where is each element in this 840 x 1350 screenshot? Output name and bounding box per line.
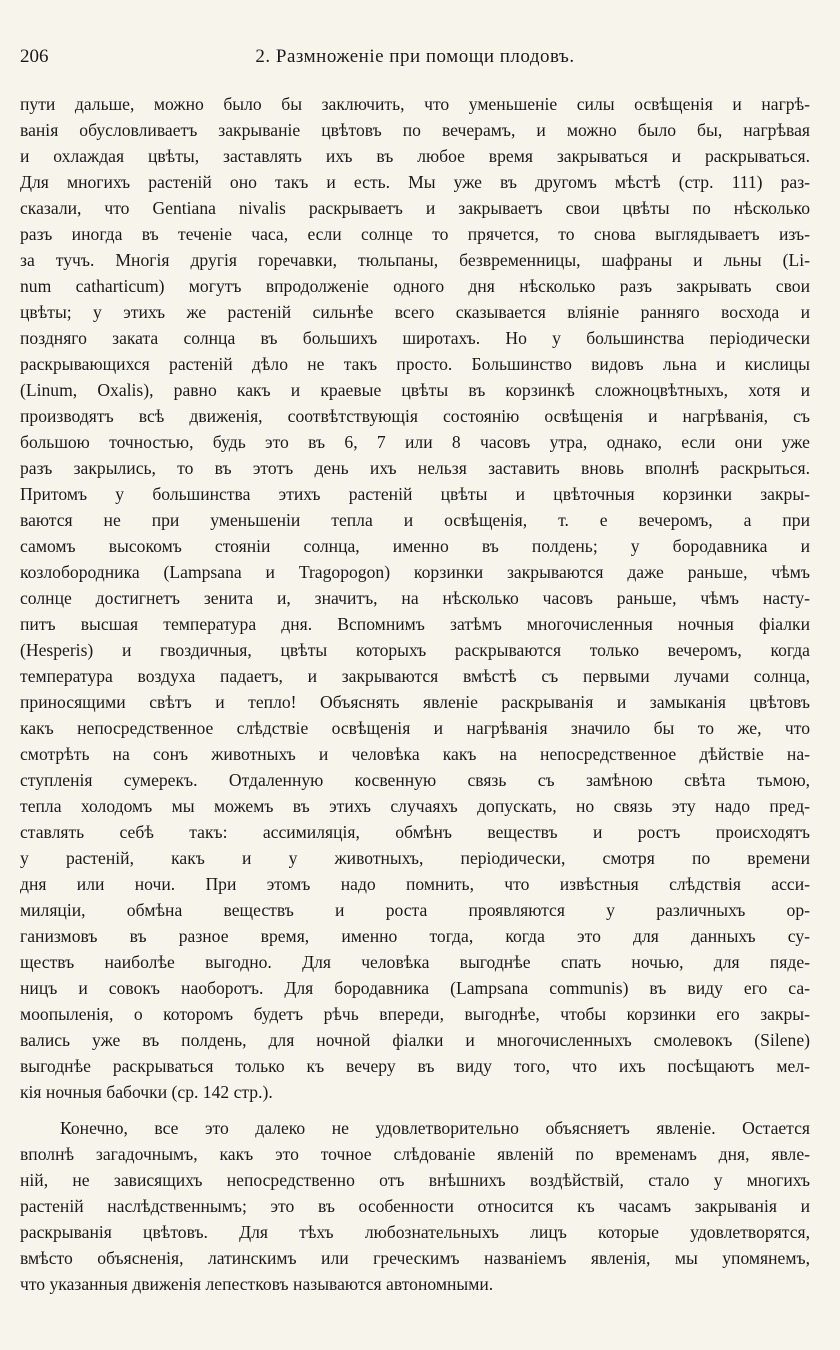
text-line: что указанныя движенія лепестковъ называются автономными. [20,1274,494,1294]
text-line: поздняго заката солнца въ большихъ широтахъ. Но у большинства періодически [20,328,810,348]
text-line: моопыленія, о которомъ будетъ рѣчь впереди, выгоднѣе, чтобы корзинки его закры- [20,1004,810,1024]
text-line: Для многихъ растеній оно такъ и есть. Мы уже въ другомъ мѣстѣ (стр. 111) раз- [20,172,810,192]
text-line: выгоднѣе раскрываться только къ вечеру въ виду того, что ихъ посѣщаютъ мел- [20,1056,810,1076]
page-header [20,46,810,74]
text-line: ганизмовъ въ разное время, именно тогда, когда это для данныхъ су- [20,926,810,946]
text-line: у растеній, какъ и у животныхъ, періодически, смотря по времени [20,848,810,868]
text-line: самомъ высокомъ стояніи солнца, именно въ полдень; у бородавника и [20,536,810,556]
text-line: приносящими свѣтъ и тепло! Объяснять явленіе раскрыванія и замыканія цвѣтовъ [20,692,810,712]
text-line: ступленія сумерекъ. Отдаленную косвенную связь съ замѣною свѣта тьмою, [20,770,810,790]
text-line: солнце достигнетъ зенита и, значитъ, на нѣсколько часовъ раньше, чѣмъ насту- [20,588,810,608]
text-line: температура воздуха падаетъ, и закрываются вмѣстѣ съ первыми лучами солнца, [20,666,810,686]
text-line: производятъ всѣ движенія, соотвѣтствующія состоянію освѣщенія и нагрѣванія, съ [20,406,810,426]
text-line: num catharticum) могутъ впродолженіе одного дня нѣсколько разъ закрывать свои [20,276,810,296]
text-line: пути дальше, можно было бы заключить, что уменьшеніе силы освѣщенія и нагрѣ- [20,94,810,114]
text-line: разъ иногда въ теченіе часа, если солнце то прячется, то снова выглядываетъ изъ- [20,224,810,244]
text-line: ній, не зависящихъ непосредственно отъ внѣшнихъ воздѣйствій, стало у многихъ [20,1170,810,1190]
page-body [20,91,810,1297]
text-line: разъ закрылись, то въ этотъ день ихъ нельзя заставить вновь вполнѣ раскрыться. [20,458,810,478]
text-line: большою точностью, будь это въ 6, 7 или 8 часовъ утра, однако, если они уже [20,432,810,452]
text-line: какъ непосредственное слѣдствіе освѣщенія и нагрѣванія значило бы то же, что [20,718,810,738]
text-line: ваются не при уменьшеніи тепла и освѣщенія, т. е вечеромъ, а при [20,510,810,530]
text-line: питъ высшая температура дня. Вспомнимъ затѣмъ многочисленныя ночныя фіалки [20,614,810,634]
text-line: ницъ и совокъ наоборотъ. Для бородавника (Lampsana communis) въ виду его са- [20,978,810,998]
text-line: сказали, что Gentiana nivalis раскрываетъ и закрываетъ свои цвѣты по нѣсколько [20,198,810,218]
text-line: (Linum, Oxalis), равно какъ и краевые цвѣты въ корзинкѣ сложноцвѣтныхъ, хотя и [20,380,810,400]
text-line: ществъ наиболѣе выгодно. Для человѣка выгоднѣе спать ночью, для пяде- [20,952,810,972]
page-number: 206 [20,46,49,67]
text-line: ставлять себѣ такъ: ассимиляція, обмѣнъ веществъ и ростъ происходятъ [20,822,810,842]
running-head: 2. Размноженіе при помощи плодовъ. [255,46,575,67]
text-line: ванія обусловливаетъ закрываніе цвѣтовъ по вечерамъ, и можно было бы, нагрѣвая [20,120,810,140]
text-line: козлобородника (Lampsana и Tragopogon) корзинки закрываются даже раньше, чѣмъ [20,562,810,582]
text-line: Конечно, все это далеко не удовлетворительно объясняетъ явленіе. Остается [60,1118,810,1138]
text-line: цвѣты; у этихъ же растеній сильнѣе всего сказывается вліяніе ранняго восхода и [20,302,810,322]
text-line: раскрывающихся растеній дѣло не такъ просто. Большинство видовъ льна и кислицы [20,354,810,374]
text-line: Притомъ у большинства этихъ растеній цвѣты и цвѣточныя корзинки закры- [20,484,810,504]
text-line: (Hesperis) и гвоздичныя, цвѣты которыхъ раскрываются только вечеромъ, когда [20,640,810,660]
paragraph [20,1115,810,1297]
text-line: растеній наслѣдственнымъ; это въ особенности относится къ часамъ закрыванія и [20,1196,810,1216]
paragraph [20,91,810,1105]
text-line: вались уже въ полдень, для ночной фіалки и многочисленныхъ смолевокъ (Silene) [20,1030,810,1050]
text-line: миляціи, обмѣна веществъ и роста проявляются у различныхъ ор- [20,900,810,920]
text-line: дня или ночи. При этомъ надо помнить, что извѣстныя слѣдствія асси- [20,874,810,894]
text-line: смотрѣть на сонъ животныхъ и человѣка какъ на непосредственное дѣйствіе на- [20,744,810,764]
text-line: кія ночныя бабочки (ср. 142 стр.). [20,1082,273,1102]
text-line: тепла холодомъ мы можемъ въ этихъ случаяхъ допускать, но связь эту надо пред- [20,796,810,816]
text-line: и охлаждая цвѣты, заставлять ихъ въ любое время закрываться и раскрываться. [20,146,810,166]
text-line: за тучъ. Многія другія горечавки, тюльпаны, безвременницы, шафраны и льны (Li- [20,250,810,270]
text-line: раскрыванія цвѣтовъ. Для тѣхъ любознательныхъ лицъ которые удовлетворятся, [20,1222,810,1242]
text-line: вмѣсто объясненія, латинскимъ или греческимъ названіемъ явленія, мы упомянемъ, [20,1248,810,1268]
text-line: вполнѣ загадочнымъ, какъ это точное слѣдованіе явленій по временамъ дня, явле- [20,1144,810,1164]
